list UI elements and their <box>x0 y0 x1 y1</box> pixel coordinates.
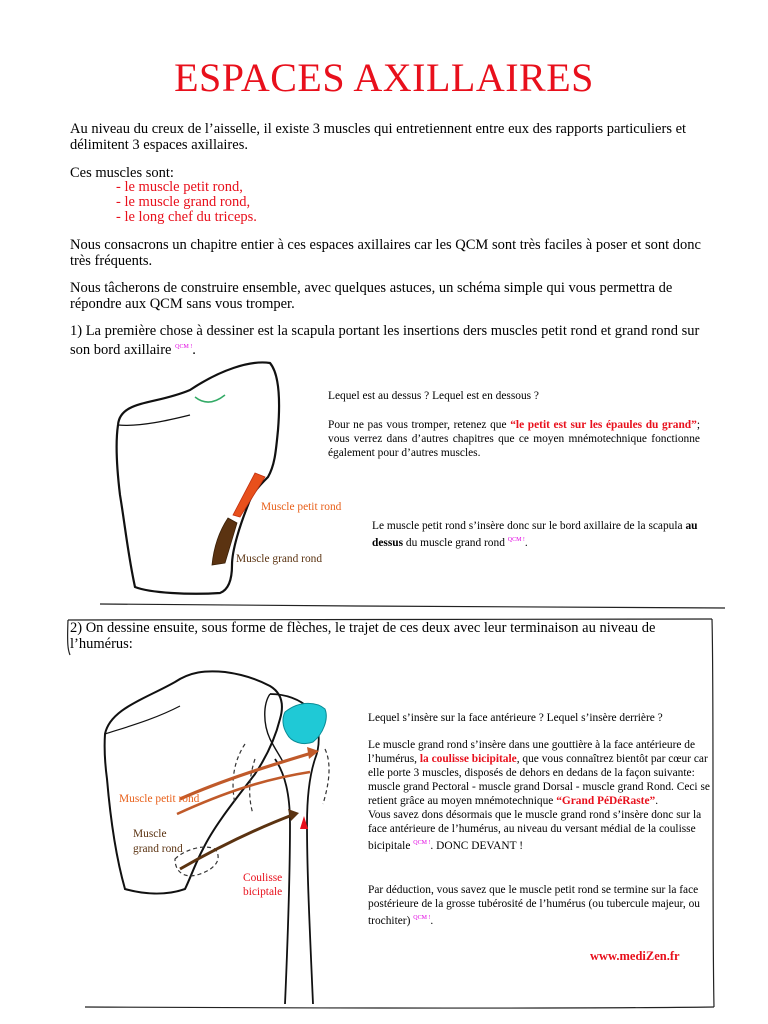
qcm-marker: QCM ! <box>413 840 431 846</box>
label-coulisse-2: biciptale <box>243 886 283 898</box>
p1-quote: “Grand PéDéRaste” <box>556 795 656 807</box>
p1-red: la coulisse bicipitale <box>419 753 517 765</box>
qcm-marker: QCM ! <box>175 344 193 350</box>
step1-text: 1) La première chose à dessiner est la scapula portant les insertions ders muscles petit rond et grand rond sur son bord axillaire <box>70 323 700 358</box>
tip-text-a: Pour ne pas vous tromper, retenez que <box>328 419 511 431</box>
tip-quote: “le petit est sur les épaules du grand” <box>510 419 697 431</box>
schema-paragraph: Nous tâcherons de construire ensemble, avec quelques astuces, un schéma simple qui vous permettra de répondre aux QCM sans vous tromper. <box>70 280 673 312</box>
p2-text-a: Vous savez dons désormais que le muscle grand rond s’insère donc sur la face antérieure de l’humérus, au niveau du versant médial de la coulisse bicipitale <box>368 809 702 852</box>
label-grand-rond: Muscle grand rond <box>236 553 323 565</box>
p3-text-a: Par déduction, vous savez que le muscle petit rond se termine sur la face postérieure de la grosse tubérosité de l’humérus (ou tubercule majeur, ou trochiter) <box>368 884 700 927</box>
p1-text-a: Le muscle grand rond s’insère dans une gouttière à la face antérieure de l’humérus, <box>368 739 696 765</box>
step1-question: Lequel est au dessus ? Lequel est en dessous ? <box>328 390 539 402</box>
muscles-heading: Ces muscles sont: <box>70 165 174 181</box>
label-petit-rond: Muscle petit rond <box>261 501 342 513</box>
muscle-list-item: - le long chef du triceps. <box>116 209 257 225</box>
p2-text-b: . DONC DEVANT ! <box>430 839 524 852</box>
step2-question: Lequel s’insère sur la face antérieure ? Lequel s’insère derrière ? <box>368 712 663 724</box>
label-petit-rond-2: Muscle petit rond <box>119 793 200 805</box>
label-grand-rond-2a: Muscle <box>133 828 167 840</box>
qcm-marker: QCM ! <box>507 537 525 543</box>
concl-text-b: du muscle grand rond <box>403 536 505 549</box>
step2-paragraph: 2) On dessine ensuite, sous forme de flèches, le trajet de ces deux avec leur terminaison au niveau de l’humérus: <box>70 620 656 652</box>
page-title: ESPACES AXILLAIRES <box>174 55 594 100</box>
figure1-frame <box>0 350 768 610</box>
label-coulisse-1: Coulisse <box>243 872 283 884</box>
intro-paragraph: Au niveau du creux de l’aisselle, il existe 3 muscles qui entretiennent entre eux des rapports particuliers et délimitent 3 espaces axillaires. <box>70 121 687 153</box>
muscle-list-item: - le muscle petit rond, <box>116 179 243 195</box>
p1-text-b: , que vous connaîtrez bientôt par cœur car elle porte 3 muscles, disposés de dehors en dedans de la façon suivante: muscle grand Pectoral - muscle grand Dorsal - muscle grand Rond. Ceci se retient grâce au moyen mnémotechnique <box>368 753 710 807</box>
p1-text-c: . <box>655 795 659 807</box>
concl-bold: au dessus <box>372 520 698 549</box>
muscle-list-item: - le muscle grand rond, <box>116 194 251 210</box>
qcm-marker: QCM ! <box>413 915 431 921</box>
step1-end: . <box>192 341 196 358</box>
tip-text-b: ; vous verrez dans d’autres chapitres que ce moyen mnémotechnique fonctionne également pour d’autres muscles. <box>328 419 700 459</box>
concl-text-a: Le muscle petit rond s’insère donc sur le bord axillaire de la scapula <box>372 520 686 532</box>
footer-website[interactable]: www.mediZen.fr <box>590 949 680 963</box>
concl-end: . <box>524 536 528 549</box>
label-grand-rond-2b: grand rond <box>133 843 183 855</box>
chapter-paragraph: Nous consacrons un chapitre entier à ces espaces axillaires car les QCM sont très faciles à poser et sont donc très fréquents. <box>70 237 701 269</box>
p3-text-b: . <box>430 914 434 927</box>
